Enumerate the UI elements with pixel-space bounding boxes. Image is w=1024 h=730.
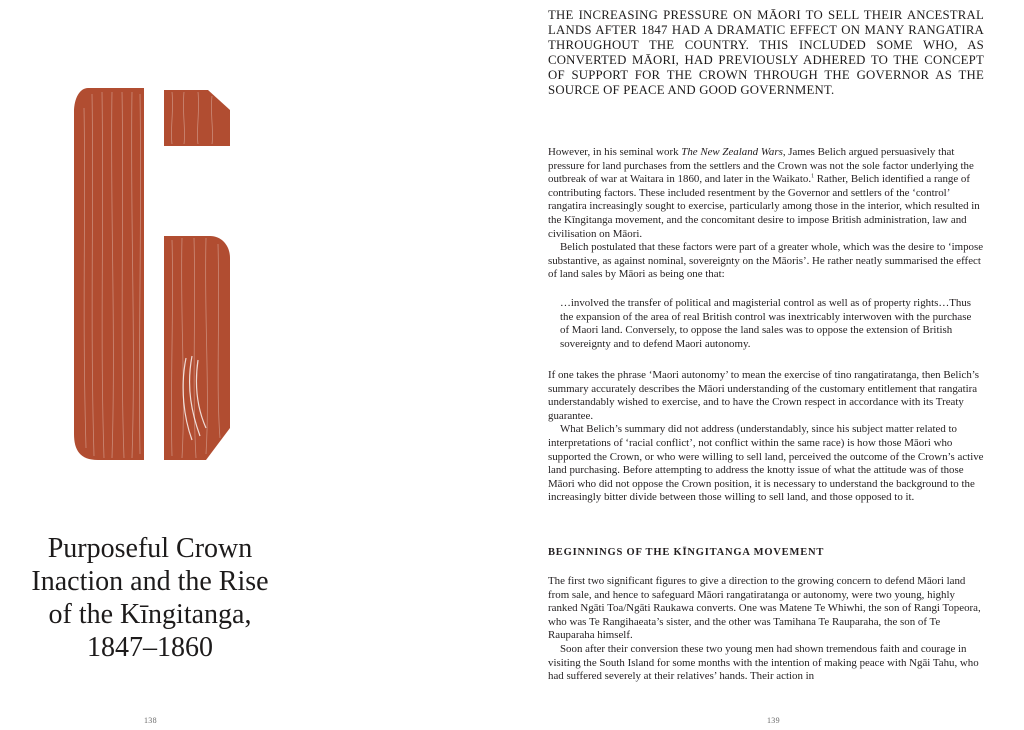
numeral-upper-block [164, 90, 230, 146]
opening-paragraph: THE INCREASING PRESSURE ON MĀORI TO SELL THEIR ANCESTRAL LANDS AFTER 1847 HAD A DRAMATIC EFFECT ON MANY RANGATIRA THROUGHOUT THE COUNTRY. THIS INCLUDED SOME WHO, AS CONVERTED MĀORI, HAD PREVIOUSLY ADHERED TO THE CONCEPT OF SUPPORT FOR THE CROWN THROUGH THE GOVERNOR AS THE SOURCE OF PEACE AND GOOD GOVERNMENT. [548, 8, 984, 97]
body-text-block [548, 146, 986, 282]
footnote-reference[interactable]: 1 [811, 173, 815, 180]
page-number-left: 138 [144, 716, 157, 725]
text-run: Rather, Belich identified a range of contributing factors. These included resentment by the Governor and settlers of the ‘control’ rangatira increasingly sought to exercise, particularly among those in the interior, which resulted in the Kīngitanga movement, and the concomitant desire to impose British administration, law and civilisation on Māori. [548, 173, 980, 240]
chapter-title-line: of the Kīngitanga, [48, 599, 252, 631]
text-run: , James Belich argued persuasively that pressure for land purchases from the settlers and the Crown was not the sole factor underlying the outbreak of war at Waitara in 1860, and later in the Waikato. [548, 146, 974, 186]
chapter-title-line: 1847–1860 [87, 632, 213, 664]
paragraph: If one takes the phrase ‘Maori autonomy’ to mean the exercise of tino rangatiratanga, then Belich’s summary accurately describes the Māori understanding of the customary entitlement that rangatira understandably wished to exercise, and to have the Crown respect in accordance with its Treaty guarantee. [548, 369, 980, 422]
section-heading: BEGINNINGS OF THE KĪNGITANGA MOVEMENT [548, 547, 825, 558]
block-quote [560, 297, 980, 351]
book-title: The New Zealand Wars [681, 146, 783, 158]
paragraph: The first two significant figures to give a direction to the growing concern to defend Māori land from sale, and hence to safeguard Māori rangatiratanga or autonomy, were two young, highly ranked Ngāti Toa/Ngāti Raukawa converts. One was Matene Te Whiwhi, the son of Rangi Topeora, who was Te Rangihaeata’s sister, and the other was Tamihana Te Rauparaha, the son of Te Rauparaha himself. [548, 575, 981, 642]
quote-text: …involved the transfer of political and magisterial control as well as of property rights…Thus the expansion of the area of real British control was inextricably interwoven with the purchase of Maori land. Conversely, to oppose the land sales was to oppose the extension of British sovereignty and to defend Maori autonomy. [560, 297, 972, 350]
paragraph [548, 146, 986, 241]
body-text-block [548, 369, 986, 505]
chapter-title [0, 532, 300, 664]
paragraph: What Belich’s summary did not address (understandably, since his subject matter related to interpretations of ‘racial conflict’, not conflict within the same race) is how those Māori who supported the Crown, or who were willing to sell land, perceived the outcome of the Crown’s active land purchasing. Before attempting to address the knotty issue of what the attitude was of those Māori who did not oppose the Crown position, it is necessary to understand the background to the increasingly bitter divide between those willing to sell land, and those opposed to it. [548, 423, 984, 504]
page-number-right: 139 [767, 716, 780, 725]
chapter-title-line: Purposeful Crown [47, 533, 253, 564]
paragraph: Belich postulated that these factors were part of a greater whole, which was the desire to ‘impose substantive, as against nominal, sovereignty on the Māoris’. He rather neatly summarised the effect of land sales by Māori as being one that: [548, 241, 984, 281]
chapter-number-six-graphic [60, 88, 238, 460]
right-page [512, 0, 1024, 730]
chapter-title-line: Inaction and the Rise [31, 566, 269, 598]
body-text-block [548, 575, 986, 684]
paragraph: Soon after their conversion these two young men had shown tremendous faith and courage in visiting the South Island for some months with the intention of making peace with Ngāi Tahu, who had suffered severely at their relatives’ hands. Their action in [548, 642, 979, 683]
text-run: However, in his seminal work [548, 146, 682, 158]
